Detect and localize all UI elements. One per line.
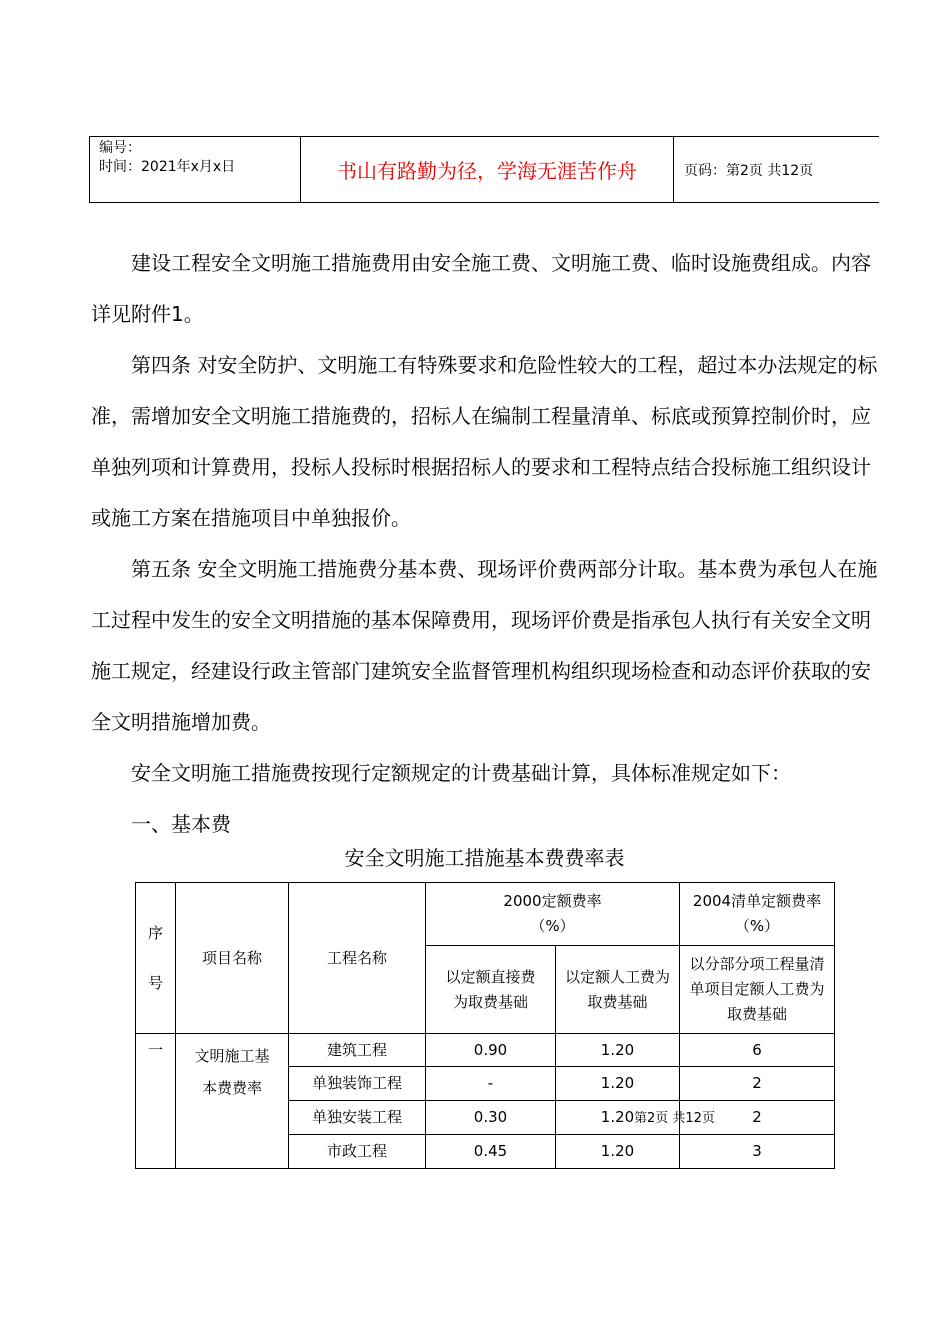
row-labor: 1.20 [556,1135,680,1169]
row-name: 建筑工程 [289,1034,426,1067]
row-list: 2 [680,1067,835,1101]
section-heading: 一、基本费 [131,812,231,836]
document-header [89,136,879,203]
header-2000-group: 2000定额费率（%） [426,883,680,946]
header-list-base: 以分部分项工程量清单项目定额人工费为取费基础 [680,946,835,1034]
row-direct: 0.90 [426,1034,556,1067]
time-label: 时间：2021年x月x日 [99,159,236,175]
row-list: 2 [680,1101,835,1135]
header-page-info: 页码：第2页 共12页 [674,137,880,203]
cell-seq [136,1034,176,1169]
row-list: 6 [680,1034,835,1067]
header-direct-base: 以定额直接费为取费基础 [426,946,556,1034]
header-motto: 书山有路勤为径，学海无涯苦作舟 [301,137,674,203]
header-seq-bottom: 号 [147,973,163,992]
paragraph: 第四条 对安全防护、文明施工有特殊要求和危险性较大的工程，超过本办法规定的标准，需增加安全文明施工措施费的，招标人在编制工程量清单、标底或预算控制价时，应单独列项和计算费用，投标人投标时根据招标人的要求和工程特点结合投标施工组织设计或施工方案在措施项目中单独报价。 [91,353,878,530]
header-engineering: 工程名称 [289,883,426,1034]
header-project: 项目名称 [176,883,289,1034]
rate-table [135,882,835,1169]
paragraph: 第五条 安全文明施工措施费分基本费、现场评价费两部分计取。基本费为承包人在施工过程中发生的安全文明措施的基本保障费用，现场评价费是指承包人执行有关安全文明施工规定，经建设行政主管部门建筑安全监督管理机构组织现场检查和动态评价获取的安全文明措施增加费。 [91,557,878,734]
header-meta [90,137,301,203]
seq-value: 一 [147,1041,163,1059]
cell-project [176,1034,289,1169]
row-labor: 1.20 [556,1034,680,1067]
paragraph: 建设工程安全文明施工措施费用由安全施工费、文明施工费、临时设施费组成。内容详见附件1。 [91,251,871,326]
inline-page-mark: 第2页 共12页 [634,1111,715,1126]
number-label: 编号： [99,140,141,156]
header-labor-base: 以定额人工费为取费基础 [556,946,680,1034]
row-labor-with-page-mark [556,1101,715,1135]
paragraph: 安全文明施工措施费按现行定额规定的计费基础计算，具体标准规定如下： [131,761,791,785]
header-seq [136,883,176,1034]
row-direct: 0.45 [426,1135,556,1169]
row-direct: 0.30 [426,1101,556,1135]
table-caption: 安全文明施工措施基本费费率表 [344,846,625,870]
row-labor: 1.20 [556,1067,680,1101]
header-seq-top: 序 [147,923,163,942]
header-2004-group: 2004清单定额费率（%） [680,883,835,946]
row-labor: 1.20 [600,1108,635,1126]
row-name: 市政工程 [289,1135,426,1169]
row-name: 单独安装工程 [289,1101,426,1135]
project-value: 文明施工基本费费率 [194,1047,270,1097]
body-text [91,238,881,850]
row-list: 3 [680,1135,835,1169]
row-name: 单独装饰工程 [289,1067,426,1101]
row-direct: - [426,1067,556,1101]
